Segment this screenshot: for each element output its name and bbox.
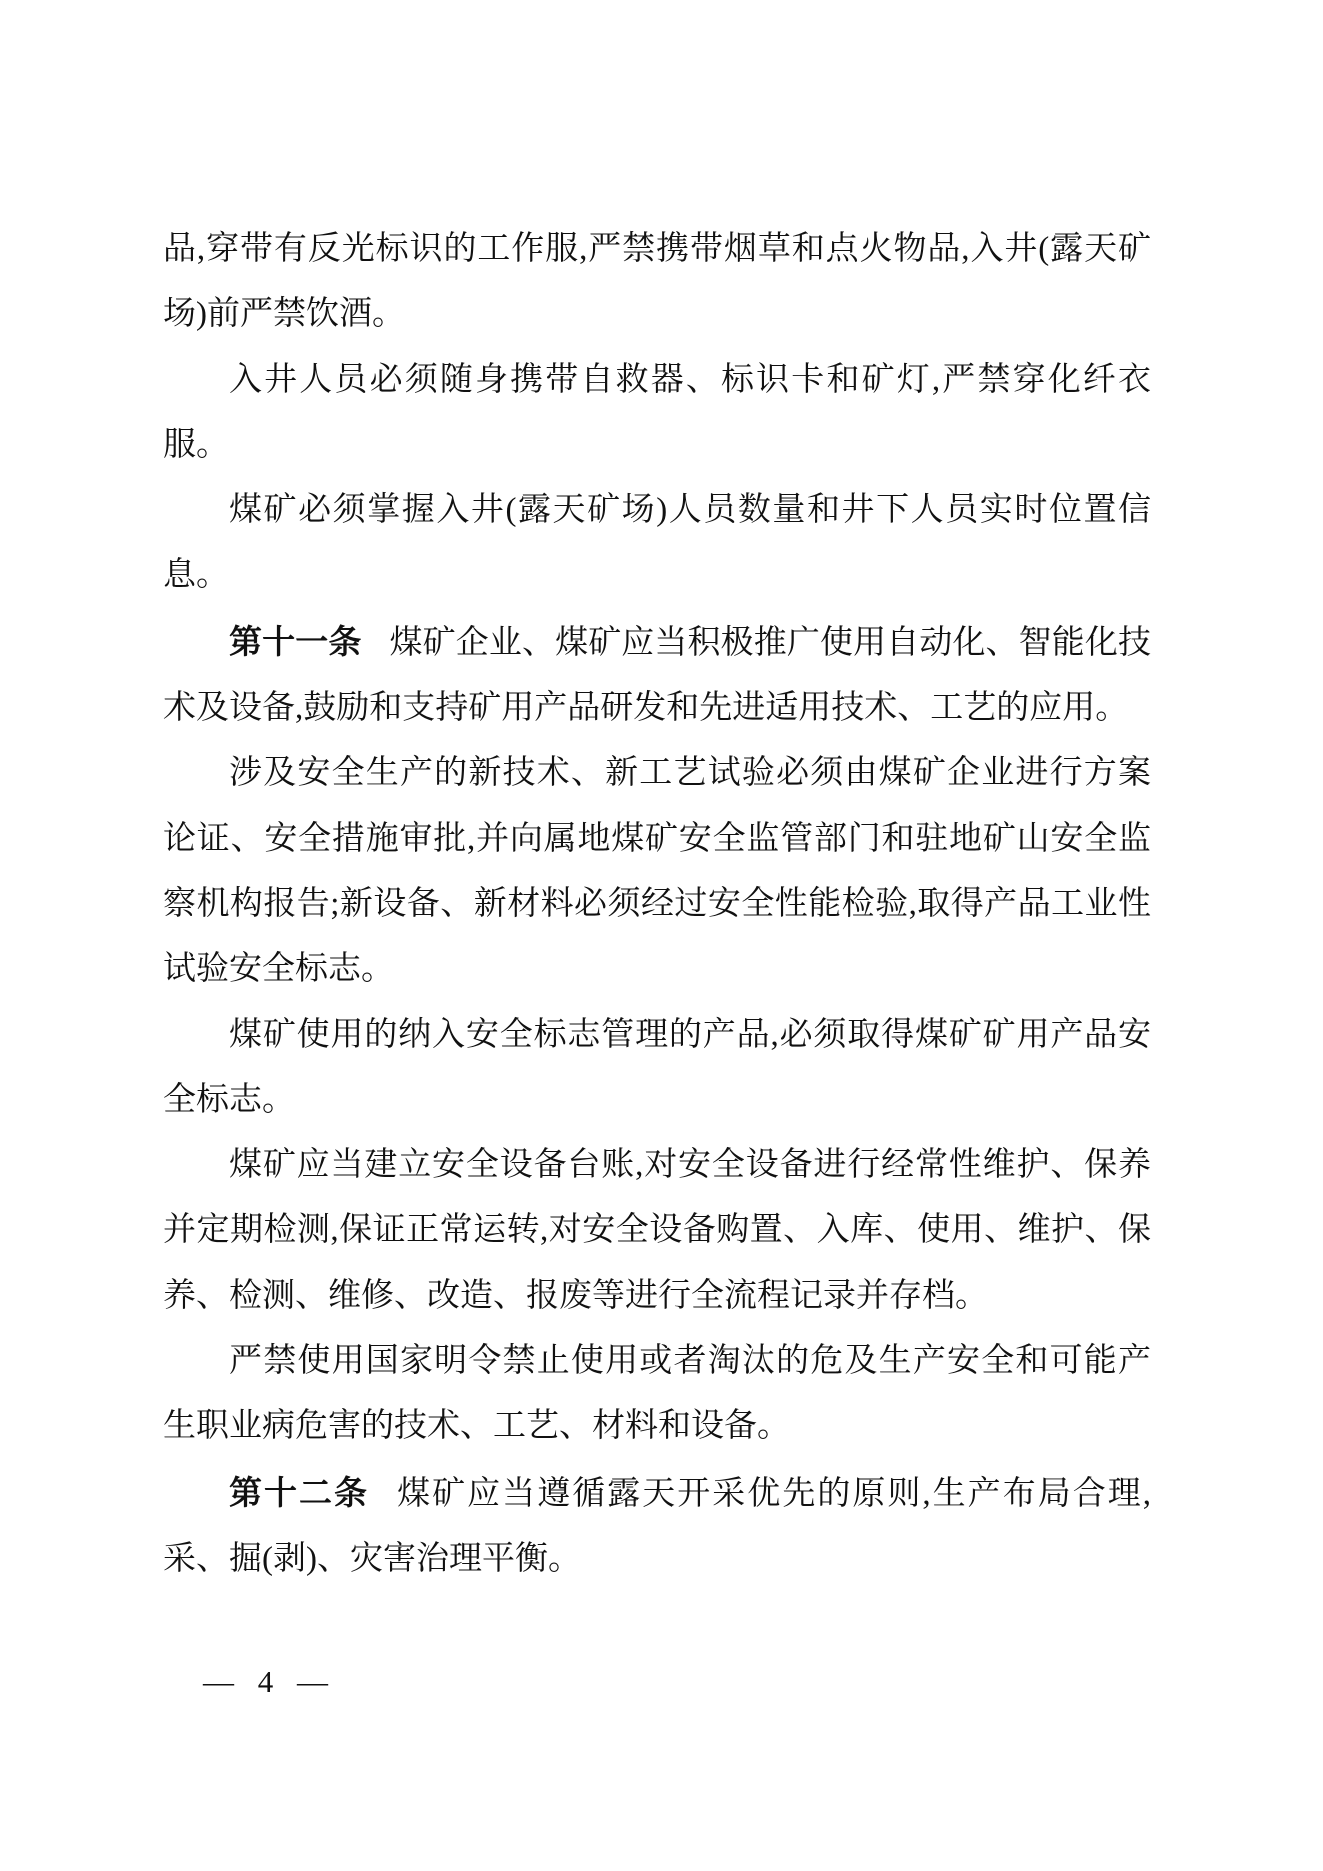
article-number-heading: 第十一条 — [229, 622, 362, 660]
body-paragraph — [163, 1133, 1151, 1329]
article-paragraph — [163, 1460, 1151, 1593]
paragraph-text: 煤矿使用的纳入安全标志管理的产品,必须取得煤矿矿用产品安全标志。 — [163, 1016, 1151, 1118]
article-paragraph — [163, 609, 1151, 742]
paragraph-text: 入井人员必须随身携带自救器、标识卡和矿灯,严禁穿化纤衣服。 — [163, 361, 1151, 463]
paragraph-text: 涉及安全生产的新技术、新工艺试验必须由煤矿企业进行方案论证、安全措施审批,并向属地煤矿安全监管部门和驻地矿山安全监察机构报告;新设备、新材料必须经过安全性能检验,取得产品工业性试验安全标志。 — [163, 755, 1151, 988]
paragraph-text: 品,穿带有反光标识的工作服,严禁携带烟草和点火物品,入井(露天矿场)前严禁饮酒。 — [163, 231, 1151, 333]
body-paragraph — [163, 741, 1151, 1002]
body-paragraph — [163, 1329, 1151, 1460]
article-number-heading: 第十二条 — [229, 1473, 370, 1511]
body-paragraph — [163, 348, 1151, 479]
paragraph-text: 煤矿应当遵循露天开采优先的原则,生产布局合理,采、掘(剥)、灾害治理平衡。 — [163, 1475, 1152, 1577]
document-body — [163, 217, 1151, 1592]
body-paragraph — [163, 478, 1151, 609]
paragraph-text: 严禁使用国家明令禁止使用或者淘汰的危及生产安全和可能产生职业病危害的技术、工艺、材料和设备。 — [163, 1343, 1151, 1445]
body-paragraph — [163, 1003, 1151, 1134]
body-paragraph — [163, 217, 1151, 348]
page-number: — 4 — — [203, 1664, 328, 1699]
paragraph-text: 煤矿企业、煤矿应当积极推广使用自动化、智能化技术及设备,鼓励和支持矿用产品研发和先进适用技术、工艺的应用。 — [163, 624, 1152, 727]
page-footer — [203, 1662, 328, 1702]
paragraph-text: 煤矿必须掌握入井(露天矿场)人员数量和井下人员实时位置信息。 — [163, 492, 1151, 594]
paragraph-text: 煤矿应当建立安全设备台账,对安全设备进行经常性维护、保养并定期检测,保证正常运转,对安全设备购置、入库、使用、维护、保养、检测、维修、改造、报废等进行全流程记录并存档。 — [163, 1147, 1151, 1314]
